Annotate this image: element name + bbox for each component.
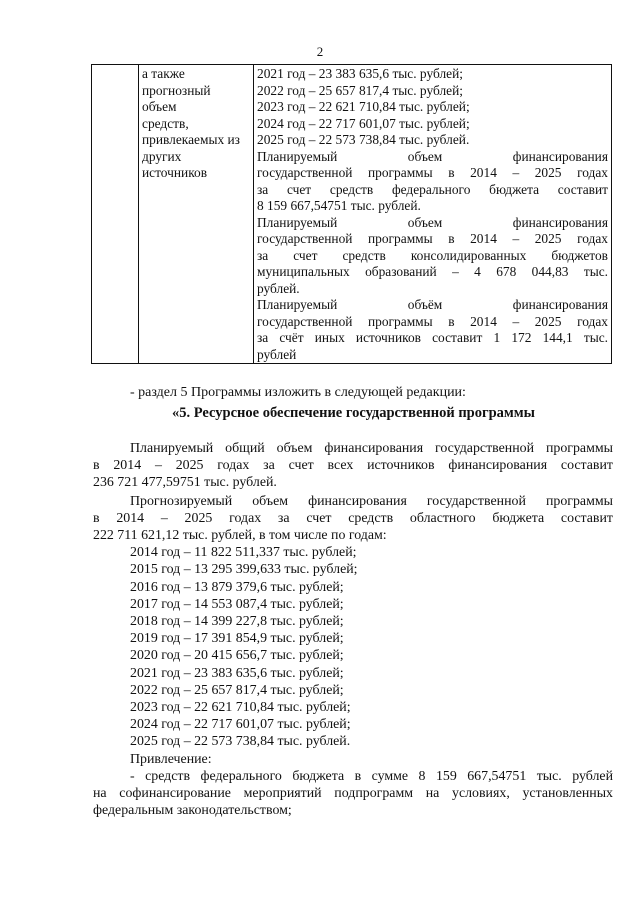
label-line: объем [142,99,177,114]
label-line: других [142,148,182,164]
resources-table [91,64,612,364]
federal-paragraph [93,768,613,820]
label-line: а также [142,66,185,81]
year-item: 2024 год – 22 717 601,07 тыс. рублей; [130,717,351,733]
municipal-line: государственной программы в 2014 – 2025 годах [257,231,608,246]
year-item: 2023 год – 22 621 710,84 тыс. рублей; [130,700,351,716]
section-body [93,440,613,819]
paragraph-line: 236 721 477,59751 тыс. рублей. [93,475,277,491]
paragraph-line: в 2014 – 2025 годах за счет всех источников финансирования составит [93,458,613,474]
label-line: прогнозный [142,82,211,98]
year-item: 2022 год – 25 657 817,4 тыс. рублей; [130,682,344,698]
year-line: 2021 год – 23 383 635,6 тыс. рублей; [257,66,463,81]
year-item: 2015 год – 13 295 399,633 тыс. рублей; [130,562,358,578]
year-list [257,66,608,149]
attraction-label: Привлечение: [130,751,212,767]
federal-block [257,149,608,215]
paragraph-line: на софинансирование мероприятий подпрограмм на условиях, установленных [93,786,613,802]
municipal-line: за счет средств консолидированных бюджетов [257,247,608,263]
paragraph-line: в 2014 – 2025 годах за счет средств областного бюджета составит [93,510,613,526]
table-cell-values [254,65,612,364]
federal-line: Планируемый объем финансирования [257,148,608,164]
other-line: Планируемый объём финансирования [257,297,608,312]
year-line: 2023 год – 22 621 710,84 тыс. рублей; [257,99,470,114]
year-item: 2021 год – 23 383 635,6 тыс. рублей; [130,665,344,681]
amendment-lead: - раздел 5 Программы изложить в следующей редакции: [130,385,466,400]
other-line: государственной программы в 2014 – 2025 годах [257,313,608,329]
paragraph-line: Прогнозируемый объем финансирования государственной программы [130,493,613,509]
label-line: источников [142,165,208,180]
label-line: средств, [142,115,189,131]
federal-line: 8 159 667,54751 тыс. рублей. [257,198,421,213]
year-item: 2018 год – 14 399 227,8 тыс. рублей; [130,614,344,630]
other-block [257,297,608,363]
year-item: 2020 год – 20 415 656,7 тыс. рублей; [130,648,344,664]
year-item: 2016 год – 13 879 379,6 тыс. рублей; [130,579,344,595]
year-item: 2019 год – 17 391 854,9 тыс. рублей; [130,631,344,647]
regional-paragraph [93,493,613,545]
year-line: 2024 год – 22 717 601,07 тыс. рублей; [257,115,470,131]
table-row [92,65,612,364]
paragraph-line: 222 711 621,12 тыс. рублей, в том числе по годам: [93,528,387,544]
table-cell-empty [92,65,139,364]
label-line: привлекаемых из [142,132,240,147]
year-line: 2022 год – 25 657 817,4 тыс. рублей; [257,82,463,98]
other-line: за счёт иных источников составит 1 172 144,1 тыс. [257,330,608,345]
total-paragraph [93,440,613,492]
year-item: 2025 год – 22 573 738,84 тыс. рублей. [130,734,351,750]
municipal-line: муниципальных образований – 4 678 044,83 тыс. [257,264,608,279]
year-item: 2014 год – 11 822 511,337 тыс. рублей; [130,545,357,561]
municipal-block [257,215,608,298]
section-heading: «5. Ресурсное обеспечение государственной программы [172,405,535,421]
table-cell-label [139,65,254,364]
paragraph-line: Планируемый общий объем финансирования государственной программы [130,441,613,456]
paragraph-line: - средств федерального бюджета в сумме 8 159 667,54751 тыс. рублей [130,768,613,784]
page-number: 2 [316,44,324,59]
year-breakdown [93,544,613,750]
municipal-line: рублей. [257,280,300,296]
other-line: рублей [257,346,297,362]
year-item: 2017 год – 14 553 087,4 тыс. рублей; [130,596,344,612]
paragraph-line: федеральным законодательством; [93,803,292,819]
year-line: 2025 год – 22 573 738,84 тыс. рублей. [257,132,470,147]
federal-line: государственной программы в 2014 – 2025 годах [257,165,608,180]
federal-line: за счет средств федерального бюджета составит [257,181,608,197]
municipal-line: Планируемый объем финансирования [257,214,608,230]
